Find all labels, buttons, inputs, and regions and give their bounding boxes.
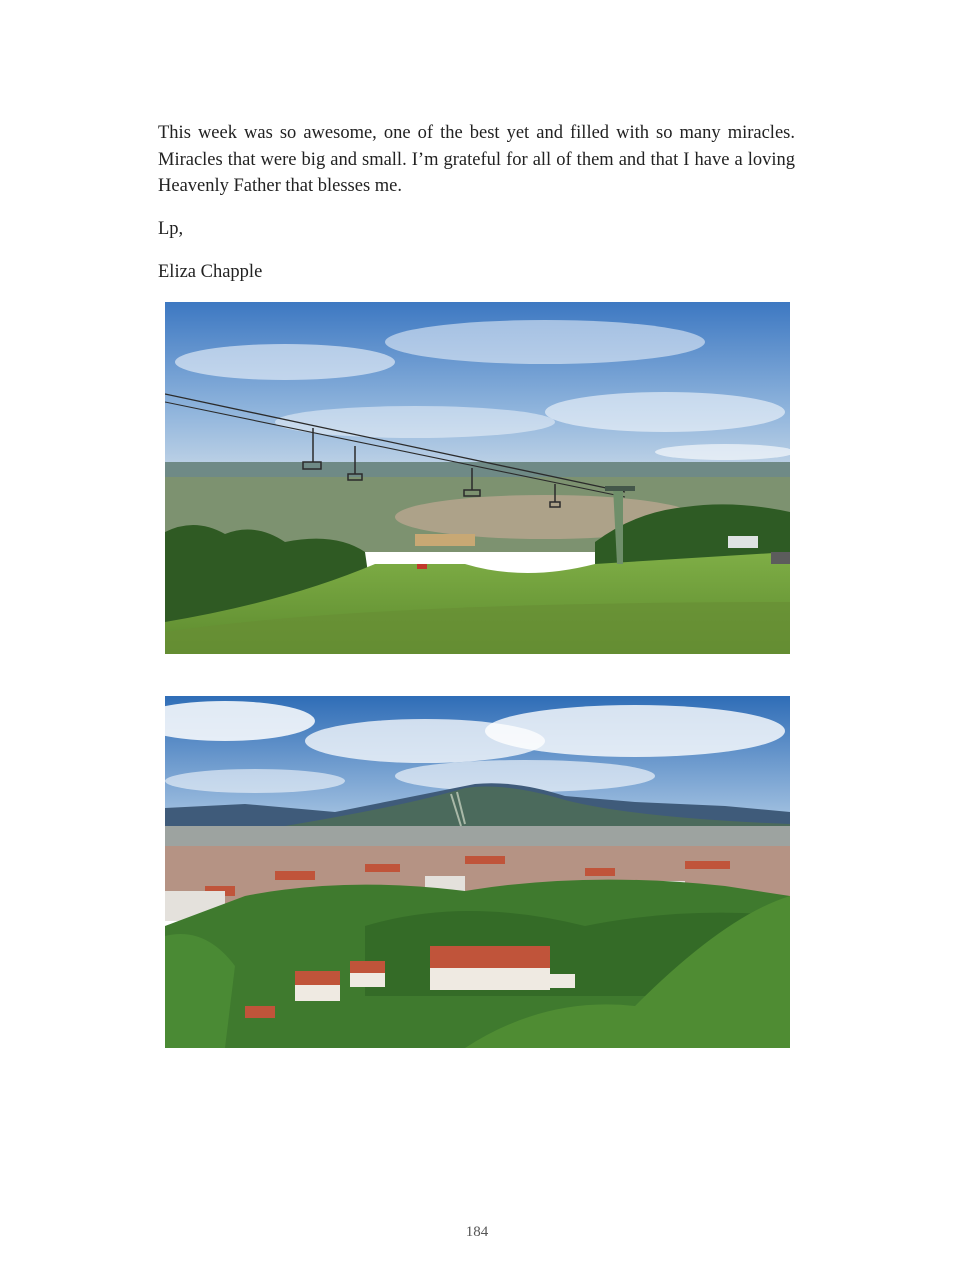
sign-off: Lp, [158, 219, 184, 239]
chairlift-photo [165, 302, 790, 654]
body-paragraph: This week was so awesome, one of the best yet and filled with so many miracles. Miracles that were big and small. I’m grateful for all of them and that I have a loving Heavenly Father that blesses me. [158, 123, 795, 196]
page-number: 184 [465, 1224, 489, 1240]
author-name: Eliza Chapple [158, 262, 263, 282]
city-panorama-photo [165, 696, 790, 1048]
